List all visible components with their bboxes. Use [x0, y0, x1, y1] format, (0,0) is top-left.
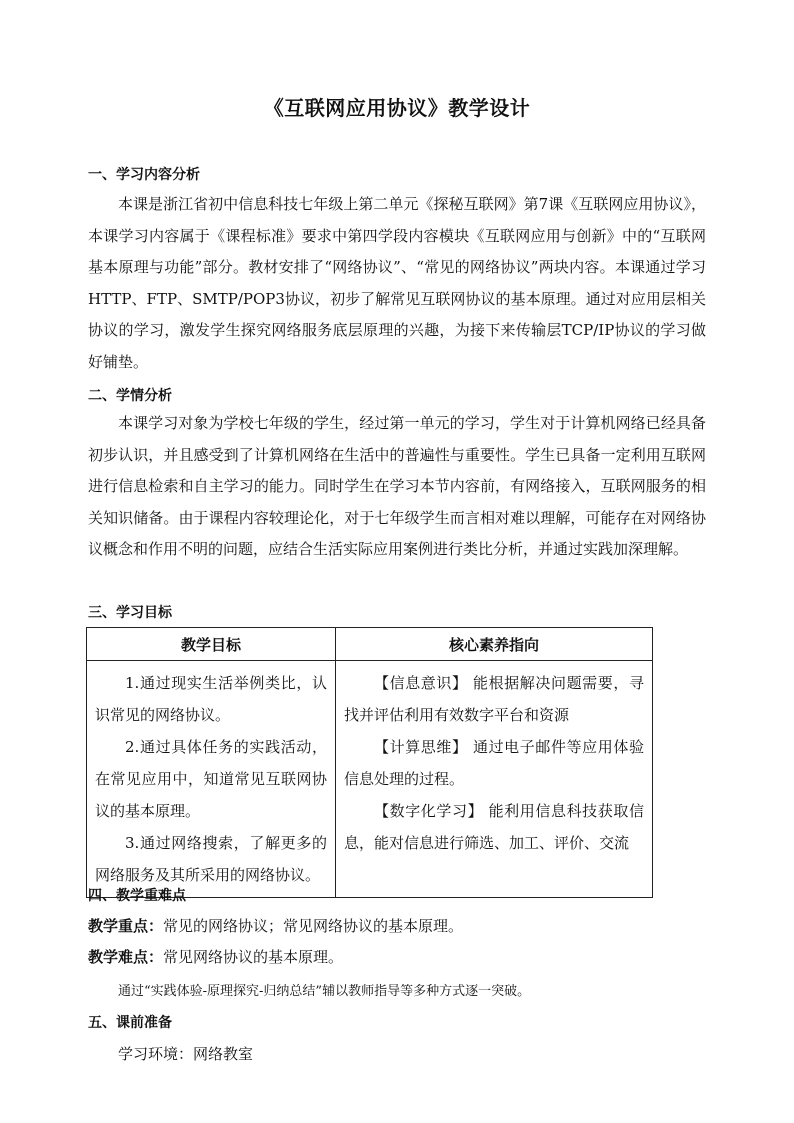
section-5-heading: 五、课前准备 — [88, 1015, 172, 1031]
difficulty-text: 常见网络协议的基本原理。 — [163, 948, 344, 966]
document-title: 《互联网应用协议》教学设计 — [263, 96, 531, 120]
strategy-note: 通过“实践体验-原理探究-归纳总结”辅以教师指导等多种方式逐一突破。 — [118, 984, 531, 999]
table-row — [87, 661, 653, 898]
literacy-cell — [336, 661, 653, 898]
difficulty-line — [88, 946, 343, 967]
section-2-paragraph: 本课学习对象为学校七年级的学生，经过第一单元的学习，学生对于计算机网络已经具备初步认识，并且感受到了计算机网络在生活中的普遍性与重要性。学生已具备一定利用互联网进行信息检索和自主学习的能力。同时学生在学习本节内容前，有网络接入，互联网服务的相关知识储备。由于课程内容较理论化，对于七年级学生而言相对难以理解，可能存在对网络协议概念和作用不明的问题，应结合生活实际应用案例进行类比分析，并通过实践加深理解。 — [88, 414, 706, 558]
key-point-text: 常见的网络协议；常见网络协议的基本原理。 — [163, 917, 464, 935]
table-header-goals: 教学目标 — [87, 628, 336, 661]
literacy-item: 【数字化学习】 能利用信息科技获取信息，能对信息进行筛选、加工、评价、交流 — [344, 802, 644, 852]
key-point-line — [88, 915, 463, 936]
goal-item: 2.通过具体任务的实践活动，在常见应用中，知道常见互联网协议的基本原理。 — [95, 738, 327, 820]
section-4-heading: 四、教学重难点 — [88, 888, 186, 904]
goal-item: 3.通过网络搜索，了解更多的网络服务及其所采用的网络协议。 — [95, 834, 327, 884]
section-3-heading: 三、学习目标 — [88, 605, 172, 621]
literacy-item: 【信息意识】 能根据解决问题需要，寻找并评估利用有效数字平台和资源 — [344, 674, 644, 724]
table-header-row — [87, 628, 653, 661]
key-point-label: 教学重点： — [88, 917, 164, 935]
learning-goals-table — [86, 627, 653, 898]
learning-environment: 学习环境：网络教室 — [118, 1045, 254, 1063]
literacy-item: 【计算思维】 通过电子邮件等应用体验信息处理的过程。 — [344, 738, 644, 788]
section-1-heading: 一、学习内容分析 — [88, 167, 200, 183]
section-2-heading: 二、学情分析 — [88, 388, 172, 404]
goal-item: 1.通过现实生活举例类比，认识常见的网络协议。 — [95, 674, 327, 724]
goals-cell — [87, 661, 336, 898]
table-header-literacy: 核心素养指向 — [336, 628, 653, 661]
section-1-paragraph: 本课是浙江省初中信息科技七年级上第二单元《探秘互联网》第7课《互联网应用协议》，本课学习内容属于《课程标准》要求中第四学段内容模块《互联网应用与创新》中的“互联网基本原理与功能”部分。教材安排了“网络协议”、“常见的网络协议”两块内容。本课通过学习HTTP、FTP、SMTP/POP3协议，初步了解常见互联网协议的基本原理。通过对应用层相关协议的学习，激发学生探究网络服务底层原理的兴趣，为接下来传输层TCP/IP协议的学习做好铺垫。 — [88, 195, 706, 371]
difficulty-label: 教学难点： — [88, 948, 164, 966]
